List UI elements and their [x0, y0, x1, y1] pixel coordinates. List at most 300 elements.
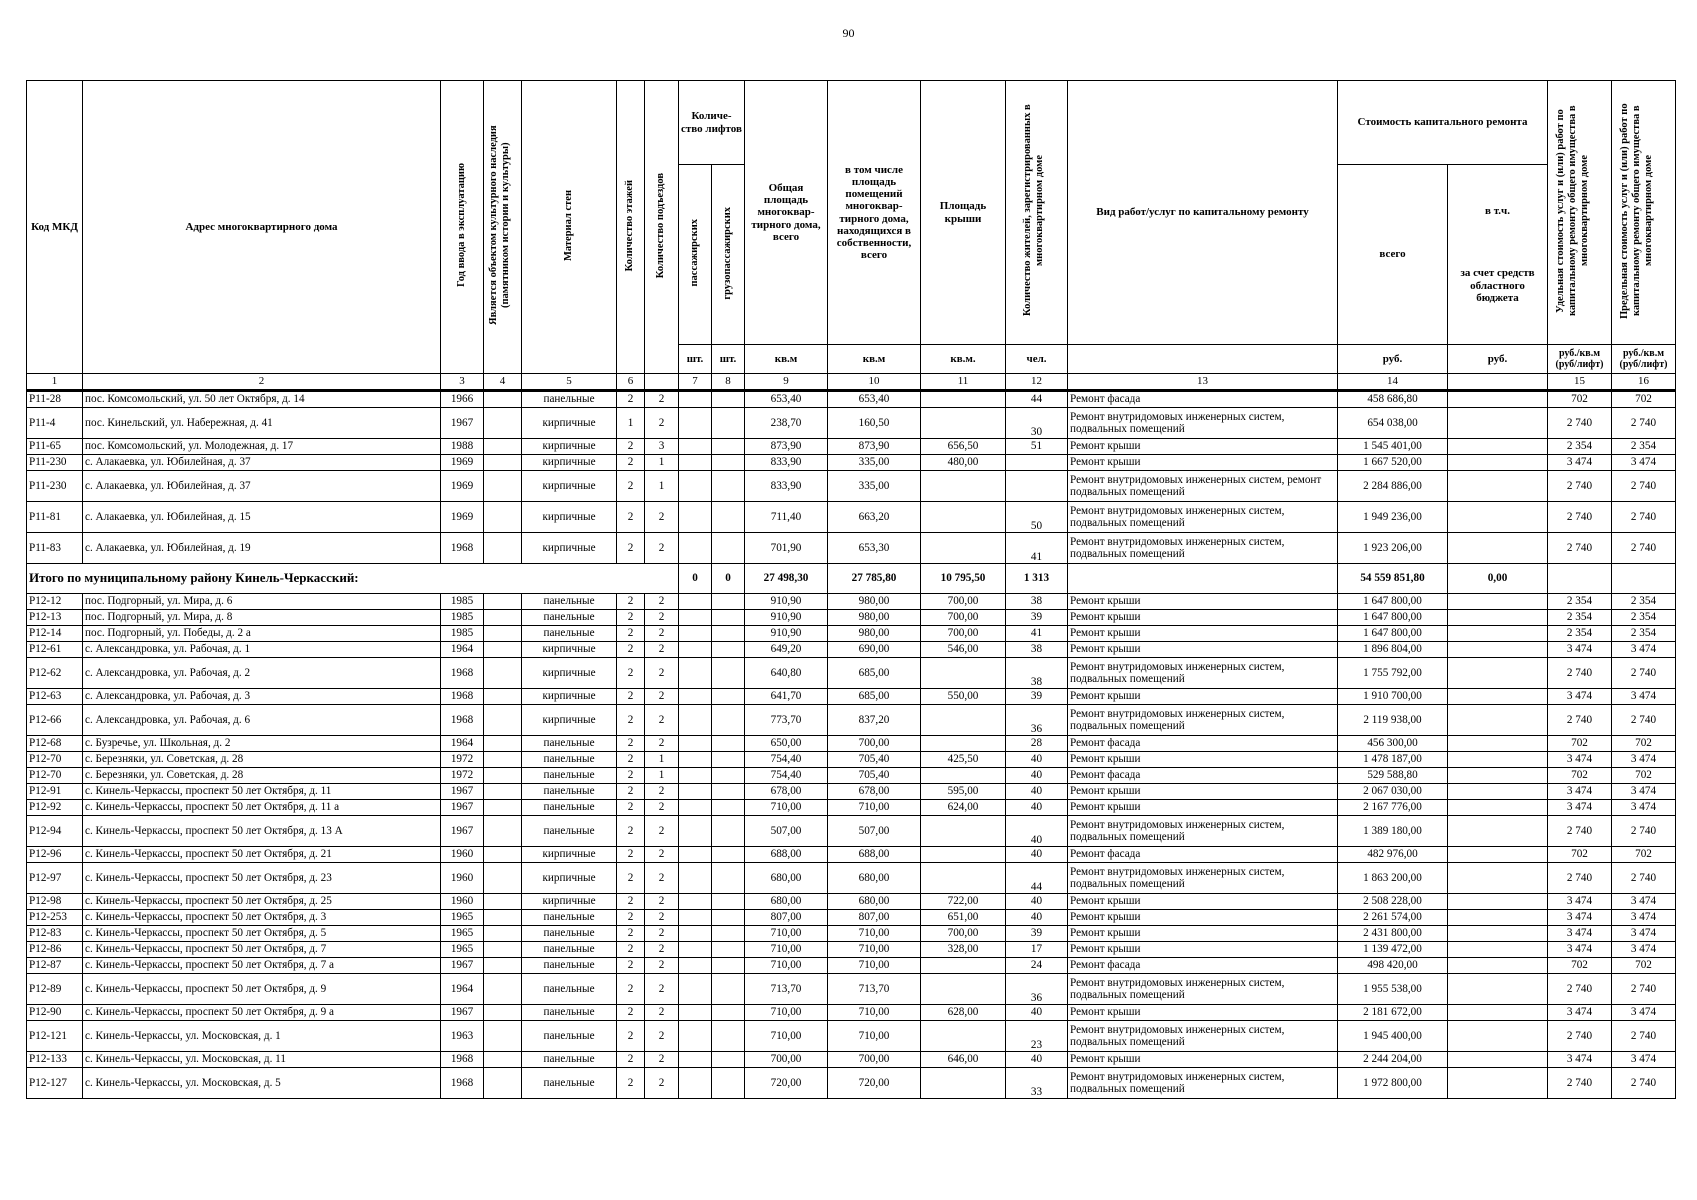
cell-unit-cost: 3 474 [1548, 784, 1612, 800]
cell-passenger [679, 752, 712, 768]
cell-passenger [679, 610, 712, 626]
cell-year: 1967 [441, 408, 484, 439]
cell-material: кирпичные [522, 689, 617, 705]
cell-residents: 41 [1006, 626, 1068, 642]
cell-residents: 41 [1006, 533, 1068, 564]
cell-floors: 2 [617, 439, 645, 455]
column-number: 16 [1612, 374, 1676, 391]
cell-heritage [484, 391, 522, 408]
cell-floors: 2 [617, 863, 645, 894]
cell-residents: 40 [1006, 910, 1068, 926]
cell-code: Р12-133 [27, 1052, 83, 1068]
cell-heritage [484, 705, 522, 736]
cell-material: панельные [522, 736, 617, 752]
cell-unit-cost: 2 740 [1548, 816, 1612, 847]
cell-total-area: 833,90 [745, 471, 828, 502]
cell-material: кирпичные [522, 533, 617, 564]
cell-freight [712, 471, 745, 502]
cell-max-cost: 3 474 [1612, 894, 1676, 910]
cell-work-type: Ремонт крыши [1068, 610, 1338, 626]
cell-max-cost: 3 474 [1612, 1005, 1676, 1021]
cell-entrances: 2 [645, 642, 679, 658]
cell-freight [712, 594, 745, 610]
cell-work-type: Ремонт крыши [1068, 689, 1338, 705]
column-number [645, 374, 679, 391]
cell-total-area: 754,40 [745, 752, 828, 768]
cell-cost-regional [1448, 408, 1548, 439]
cell-freight [712, 736, 745, 752]
cell-entrances: 3 [645, 439, 679, 455]
cell-year: 1985 [441, 594, 484, 610]
total-max-empty [1612, 564, 1676, 594]
cell-freight [712, 408, 745, 439]
cell-material: кирпичные [522, 847, 617, 863]
table-header [27, 81, 1676, 391]
cell-owned-area: 710,00 [828, 926, 921, 942]
cell-roof-area: 425,50 [921, 752, 1006, 768]
cell-heritage [484, 658, 522, 689]
column-number: 2 [83, 374, 441, 391]
cell-address: с. Березняки, ул. Советская, д. 28 [83, 752, 441, 768]
cell-entrances: 2 [645, 800, 679, 816]
table-row [27, 847, 1676, 863]
cell-entrances: 2 [645, 610, 679, 626]
cell-material: кирпичные [522, 471, 617, 502]
cell-work-type: Ремонт внутридомовых инженерных систем, подвальных помещений [1068, 816, 1338, 847]
cell-owned-area: 980,00 [828, 610, 921, 626]
cell-cost-regional [1448, 752, 1548, 768]
cell-cost: 2 181 672,00 [1338, 1005, 1448, 1021]
cell-cost-regional [1448, 502, 1548, 533]
header-residents: Количество жителей, зарегистрированных в многоквартирном доме [1021, 105, 1045, 317]
cell-total-area: 910,90 [745, 594, 828, 610]
cell-code: Р11-230 [27, 471, 83, 502]
cell-cost-regional [1448, 800, 1548, 816]
cell-floors: 2 [617, 689, 645, 705]
cell-max-cost: 2 740 [1612, 502, 1676, 533]
cell-year: 1960 [441, 847, 484, 863]
cell-work-type: Ремонт внутридомовых инженерных систем, подвальных помещений [1068, 658, 1338, 689]
header-cost: Стоимость капитального ремонта [1338, 81, 1548, 165]
total-work-empty [1068, 564, 1338, 594]
cell-unit-cost: 702 [1548, 768, 1612, 784]
cell-max-cost: 3 474 [1612, 689, 1676, 705]
cell-max-cost: 2 740 [1612, 863, 1676, 894]
cell-passenger [679, 736, 712, 752]
cell-passenger [679, 455, 712, 471]
cell-entrances: 2 [645, 705, 679, 736]
cell-entrances: 2 [645, 736, 679, 752]
cell-roof-area [921, 768, 1006, 784]
cell-entrances: 2 [645, 1068, 679, 1099]
cell-address: с. Александровка, ул. Рабочая, д. 1 [83, 642, 441, 658]
cell-total-area: 873,90 [745, 439, 828, 455]
cell-passenger [679, 894, 712, 910]
cell-roof-area: 624,00 [921, 800, 1006, 816]
cell-cost: 2 167 776,00 [1338, 800, 1448, 816]
cell-material: кирпичные [522, 439, 617, 455]
cell-total-area: 653,40 [745, 391, 828, 408]
cell-floors: 2 [617, 1068, 645, 1099]
header-owned-area: в том числе площадь помещений многоквар- тирного дома, находящихся в собственности, всего [828, 81, 921, 345]
cell-max-cost: 3 474 [1612, 942, 1676, 958]
cell-max-cost: 2 740 [1612, 974, 1676, 1005]
cell-unit-cost: 2 740 [1548, 658, 1612, 689]
cell-total-area: 649,20 [745, 642, 828, 658]
cell-code: Р12-91 [27, 784, 83, 800]
cell-address: с. Кинель-Черкассы, ул. Московская, д. 1 [83, 1021, 441, 1052]
unit-work-empty [1068, 345, 1338, 374]
cell-total-area: 807,00 [745, 910, 828, 926]
cell-floors: 2 [617, 926, 645, 942]
cell-roof-area [921, 1021, 1006, 1052]
cell-max-cost: 2 740 [1612, 1068, 1676, 1099]
cell-passenger [679, 642, 712, 658]
cell-floors: 2 [617, 705, 645, 736]
cell-total-area: 713,70 [745, 974, 828, 1005]
cell-material: панельные [522, 1068, 617, 1099]
cell-freight [712, 705, 745, 736]
cell-code: Р12-98 [27, 894, 83, 910]
cell-total-area: 720,00 [745, 1068, 828, 1099]
cell-heritage [484, 926, 522, 942]
cell-code: Р12-70 [27, 752, 83, 768]
cell-year: 1969 [441, 471, 484, 502]
table-row [27, 800, 1676, 816]
cell-cost-regional [1448, 642, 1548, 658]
cell-owned-area: 713,70 [828, 974, 921, 1005]
cell-heritage [484, 689, 522, 705]
cell-address: с. Алакаевка, ул. Юбилейная, д. 37 [83, 455, 441, 471]
cell-unit-cost: 2 740 [1548, 705, 1612, 736]
cell-entrances: 2 [645, 847, 679, 863]
table-row [27, 1005, 1676, 1021]
cell-cost: 1 945 400,00 [1338, 1021, 1448, 1052]
cell-address: пос. Подгорный, ул. Мира, д. 6 [83, 594, 441, 610]
cell-passenger [679, 705, 712, 736]
cell-owned-area: 700,00 [828, 736, 921, 752]
cell-residents: 51 [1006, 439, 1068, 455]
cell-unit-cost: 702 [1548, 391, 1612, 408]
cell-cost-regional [1448, 455, 1548, 471]
cell-unit-cost: 2 740 [1548, 1021, 1612, 1052]
cell-cost: 1 545 401,00 [1338, 439, 1448, 455]
cell-roof-area: 722,00 [921, 894, 1006, 910]
cell-entrances: 2 [645, 626, 679, 642]
cell-code: Р11-65 [27, 439, 83, 455]
cell-material: панельные [522, 626, 617, 642]
cell-residents: 44 [1006, 863, 1068, 894]
cell-heritage [484, 800, 522, 816]
cell-roof-area: 700,00 [921, 626, 1006, 642]
cell-cost: 654 038,00 [1338, 408, 1448, 439]
cell-heritage [484, 626, 522, 642]
cell-residents: 40 [1006, 894, 1068, 910]
table-row [27, 610, 1676, 626]
cell-max-cost: 702 [1612, 958, 1676, 974]
cell-max-cost: 3 474 [1612, 926, 1676, 942]
cell-heritage [484, 642, 522, 658]
cell-residents: 40 [1006, 816, 1068, 847]
cell-freight [712, 768, 745, 784]
cell-owned-area: 653,30 [828, 533, 921, 564]
cell-freight [712, 910, 745, 926]
cell-freight [712, 816, 745, 847]
cell-unit-cost: 3 474 [1548, 800, 1612, 816]
cell-freight [712, 439, 745, 455]
cell-heritage [484, 942, 522, 958]
table-row [27, 1052, 1676, 1068]
cell-cost-regional [1448, 942, 1548, 958]
cell-year: 1964 [441, 642, 484, 658]
cell-floors: 2 [617, 455, 645, 471]
cell-address: пос. Подгорный, ул. Победы, д. 2 а [83, 626, 441, 642]
capital-repair-table [26, 80, 1676, 1099]
cell-entrances: 2 [645, 1005, 679, 1021]
cell-work-type: Ремонт крыши [1068, 455, 1338, 471]
cell-code: Р12-12 [27, 594, 83, 610]
cell-max-cost: 2 354 [1612, 610, 1676, 626]
cell-material: панельные [522, 910, 617, 926]
cell-work-type: Ремонт внутридомовых инженерных систем, подвальных помещений [1068, 533, 1338, 564]
cell-freight [712, 391, 745, 408]
cell-address: с. Кинель-Черкассы, проспект 50 лет Октября, д. 23 [83, 863, 441, 894]
cell-unit-cost: 2 354 [1548, 439, 1612, 455]
total-row [27, 564, 1676, 594]
table-row [27, 958, 1676, 974]
cell-max-cost: 2 740 [1612, 533, 1676, 564]
cell-max-cost: 2 740 [1612, 658, 1676, 689]
cell-heritage [484, 455, 522, 471]
cell-total-area: 678,00 [745, 784, 828, 800]
cell-passenger [679, 533, 712, 564]
cell-cost: 498 420,00 [1338, 958, 1448, 974]
cell-code: Р11-81 [27, 502, 83, 533]
cell-passenger [679, 658, 712, 689]
cell-max-cost: 2 740 [1612, 816, 1676, 847]
cell-heritage [484, 894, 522, 910]
cell-residents: 40 [1006, 768, 1068, 784]
cell-year: 1968 [441, 658, 484, 689]
cell-address: с. Александровка, ул. Рабочая, д. 6 [83, 705, 441, 736]
header-material: Материал стен [562, 189, 574, 261]
cell-cost: 1 647 800,00 [1338, 594, 1448, 610]
cell-material: панельные [522, 926, 617, 942]
cell-owned-area: 690,00 [828, 642, 921, 658]
cell-passenger [679, 847, 712, 863]
cell-year: 1969 [441, 502, 484, 533]
cell-entrances: 2 [645, 942, 679, 958]
cell-residents [1006, 455, 1068, 471]
cell-address: с. Кинель-Черкассы, проспект 50 лет Октября, д. 21 [83, 847, 441, 863]
cell-owned-area: 653,40 [828, 391, 921, 408]
cell-max-cost: 3 474 [1612, 642, 1676, 658]
cell-cost-regional [1448, 958, 1548, 974]
cell-owned-area: 710,00 [828, 1021, 921, 1052]
cell-year: 1963 [441, 1021, 484, 1052]
cell-address: с. Кинель-Черкассы, проспект 50 лет Октября, д. 3 [83, 910, 441, 926]
cell-cost: 482 976,00 [1338, 847, 1448, 863]
cell-code: Р12-13 [27, 610, 83, 626]
cell-heritage [484, 594, 522, 610]
cell-cost-regional [1448, 768, 1548, 784]
cell-year: 1965 [441, 942, 484, 958]
cell-total-area: 650,00 [745, 736, 828, 752]
cell-material: кирпичные [522, 642, 617, 658]
cell-floors: 2 [617, 736, 645, 752]
table-row [27, 768, 1676, 784]
cell-material: панельные [522, 800, 617, 816]
cell-passenger [679, 800, 712, 816]
cell-residents: 17 [1006, 942, 1068, 958]
cell-entrances: 2 [645, 910, 679, 926]
cell-cost-regional [1448, 1021, 1548, 1052]
cell-floors: 2 [617, 894, 645, 910]
cell-unit-cost: 702 [1548, 847, 1612, 863]
header-heritage: Является объектом культурного наследия (памятником истории и культуры) [487, 125, 511, 326]
cell-roof-area [921, 391, 1006, 408]
cell-roof-area: 656,50 [921, 439, 1006, 455]
cell-address: пос. Комсомольский, ул. Молодежная, д. 17 [83, 439, 441, 455]
cell-residents: 39 [1006, 610, 1068, 626]
cell-freight [712, 626, 745, 642]
cell-year: 1967 [441, 800, 484, 816]
cell-entrances: 2 [645, 784, 679, 800]
cell-address: с. Кинель-Черкассы, проспект 50 лет Октября, д. 9 а [83, 1005, 441, 1021]
cell-floors: 2 [617, 610, 645, 626]
cell-max-cost: 2 354 [1612, 439, 1676, 455]
cell-passenger [679, 863, 712, 894]
cell-heritage [484, 863, 522, 894]
cell-unit-cost: 2 354 [1548, 594, 1612, 610]
cell-residents: 36 [1006, 705, 1068, 736]
cell-roof-area [921, 863, 1006, 894]
cell-cost: 1 972 800,00 [1338, 1068, 1448, 1099]
cell-entrances: 2 [645, 926, 679, 942]
cell-floors: 2 [617, 942, 645, 958]
cell-year: 1967 [441, 1005, 484, 1021]
cell-roof-area [921, 502, 1006, 533]
cell-passenger [679, 1005, 712, 1021]
cell-material: панельные [522, 816, 617, 847]
cell-work-type: Ремонт фасада [1068, 391, 1338, 408]
cell-code: Р12-94 [27, 816, 83, 847]
table-row [27, 705, 1676, 736]
cell-code: Р12-92 [27, 800, 83, 816]
cell-cost: 2 431 800,00 [1338, 926, 1448, 942]
cell-code: Р12-70 [27, 768, 83, 784]
cell-heritage [484, 1068, 522, 1099]
cell-cost: 1 949 236,00 [1338, 502, 1448, 533]
cell-entrances: 2 [645, 658, 679, 689]
cell-residents: 33 [1006, 1068, 1068, 1099]
column-number: 4 [484, 374, 522, 391]
cell-residents: 50 [1006, 502, 1068, 533]
cell-max-cost: 3 474 [1612, 784, 1676, 800]
column-number [1448, 374, 1548, 391]
cell-address: с. Кинель-Черкассы, ул. Московская, д. 11 [83, 1052, 441, 1068]
cell-owned-area: 700,00 [828, 1052, 921, 1068]
unit-cost-total: руб. [1338, 345, 1448, 374]
cell-work-type: Ремонт крыши [1068, 439, 1338, 455]
header-roof-area: Площадь крыши [921, 81, 1006, 345]
cell-cost-regional [1448, 1068, 1548, 1099]
cell-unit-cost: 3 474 [1548, 910, 1612, 926]
cell-roof-area [921, 847, 1006, 863]
cell-material: кирпичные [522, 658, 617, 689]
cell-code: Р12-68 [27, 736, 83, 752]
cell-entrances: 2 [645, 533, 679, 564]
cell-address: с. Кинель-Черкассы, проспект 50 лет Октября, д. 11 [83, 784, 441, 800]
column-number: 10 [828, 374, 921, 391]
cell-cost: 1 755 792,00 [1338, 658, 1448, 689]
cell-code: Р12-14 [27, 626, 83, 642]
cell-heritage [484, 502, 522, 533]
cell-floors: 2 [617, 533, 645, 564]
cell-residents: 39 [1006, 926, 1068, 942]
cell-passenger [679, 816, 712, 847]
column-number: 13 [1068, 374, 1338, 391]
cell-cost-regional [1448, 1005, 1548, 1021]
cell-total-area: 710,00 [745, 1005, 828, 1021]
cell-passenger [679, 942, 712, 958]
table-row [27, 816, 1676, 847]
cell-address: с. Алакаевка, ул. Юбилейная, д. 19 [83, 533, 441, 564]
cell-total-area: 710,00 [745, 926, 828, 942]
cell-heritage [484, 784, 522, 800]
cell-floors: 2 [617, 974, 645, 1005]
cell-roof-area: 550,00 [921, 689, 1006, 705]
cell-unit-cost: 2 740 [1548, 1068, 1612, 1099]
cell-residents: 39 [1006, 689, 1068, 705]
cell-address: с. Бузречье, ул. Школьная, д. 2 [83, 736, 441, 752]
cell-material: панельные [522, 610, 617, 626]
rows-section-after [27, 594, 1676, 1099]
cell-total-area: 680,00 [745, 863, 828, 894]
cell-freight [712, 926, 745, 942]
total-residents: 1 313 [1006, 564, 1068, 594]
cell-total-area: 238,70 [745, 408, 828, 439]
cell-cost-regional [1448, 705, 1548, 736]
header-entrances: Количество подъездов [655, 172, 667, 279]
cell-entrances: 1 [645, 471, 679, 502]
cell-cost: 1 923 206,00 [1338, 533, 1448, 564]
cell-residents: 40 [1006, 1005, 1068, 1021]
cell-unit-cost: 2 740 [1548, 974, 1612, 1005]
cell-owned-area: 685,00 [828, 658, 921, 689]
cell-owned-area: 680,00 [828, 863, 921, 894]
cell-material: кирпичные [522, 408, 617, 439]
cell-cost-regional [1448, 863, 1548, 894]
cell-year: 1972 [441, 768, 484, 784]
cell-address: с. Кинель-Черкассы, проспект 50 лет Октября, д. 13 А [83, 816, 441, 847]
cell-entrances: 1 [645, 752, 679, 768]
header-cost-regional-group [1448, 165, 1548, 345]
unit-max-cost: руб./кв.м (руб/лифт) [1612, 345, 1676, 374]
cell-cost: 1 389 180,00 [1338, 816, 1448, 847]
cell-floors: 2 [617, 847, 645, 863]
cell-year: 1969 [441, 455, 484, 471]
cell-floors: 2 [617, 800, 645, 816]
cell-total-area: 910,90 [745, 626, 828, 642]
total-owned-area: 27 785,80 [828, 564, 921, 594]
cell-roof-area [921, 958, 1006, 974]
cell-residents: 38 [1006, 594, 1068, 610]
column-number: 3 [441, 374, 484, 391]
cell-floors: 2 [617, 784, 645, 800]
cell-entrances: 1 [645, 768, 679, 784]
unit-pcs-freight: шт. [712, 345, 745, 374]
